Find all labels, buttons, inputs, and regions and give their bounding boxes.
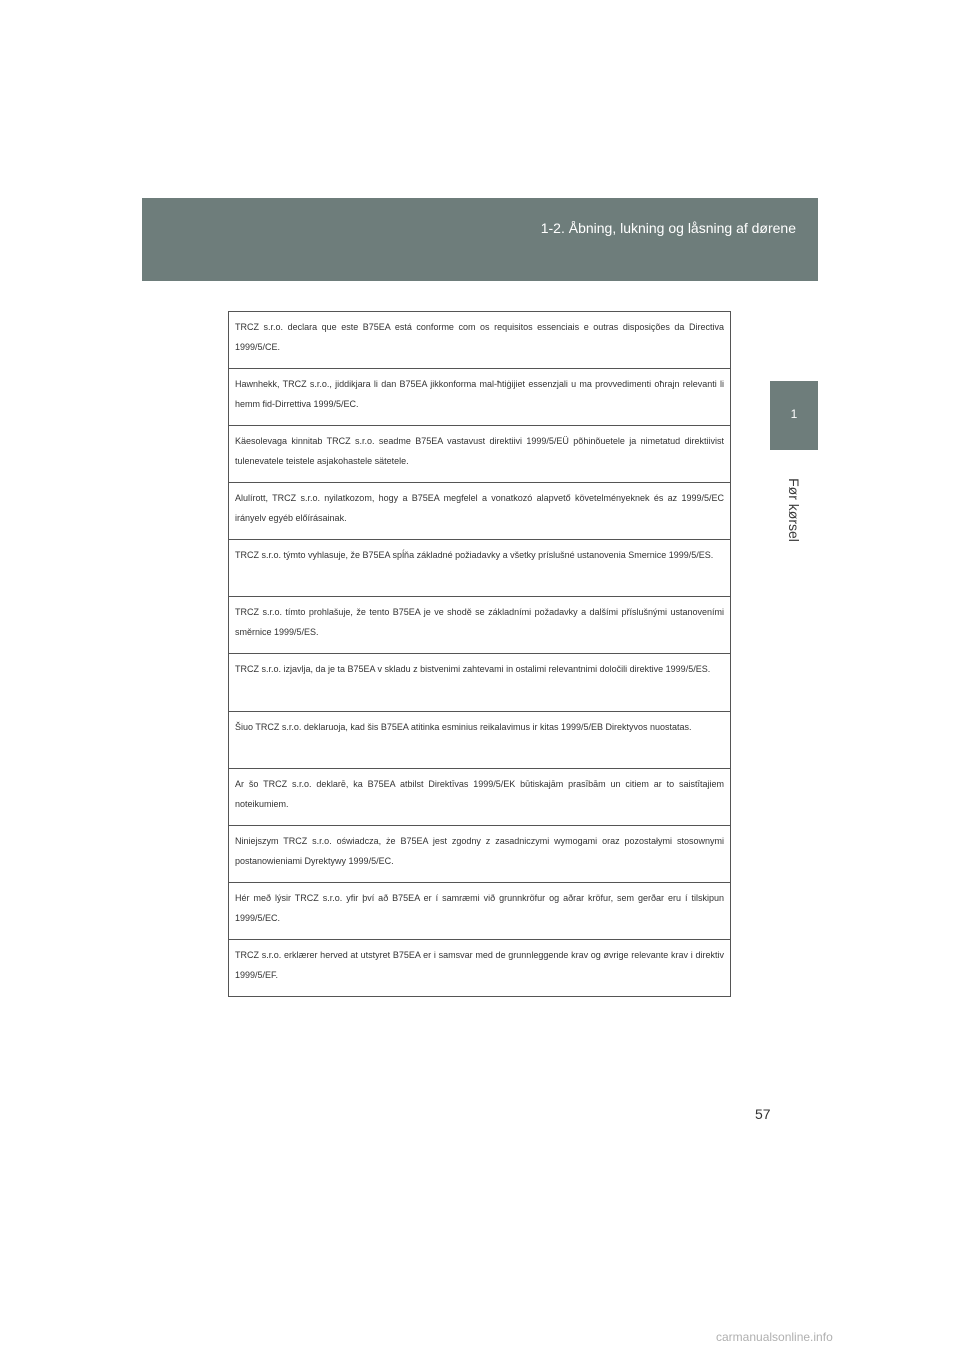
declaration-row-hu xyxy=(229,483,730,540)
declaration-row-no xyxy=(229,940,730,996)
declaration-text: Hér með lýsir TRCZ s.r.o. yfir því að B75EA er í samræmi við grunnkröfur og aðrar kröfur, sem gerðar eru í tilskipun 1999/5/EC. xyxy=(235,892,724,923)
declaration-text: Käesolevaga kinnitab TRCZ s.r.o. seadme B75EA vastavust direktiivi 1999/5/EÜ põhinõuetele ja nimetatud direktiivist tulenevatele teistele asjakohastele sätetele. xyxy=(235,436,724,467)
declaration-text: TRCZ s.r.o. tímto prohlašuje, že tento B75EA je ve shodě se základními požadavky a dalšími příslušnými ustanoveními směrnice 1999/5/ES. xyxy=(235,607,724,638)
chapter-number: 1 xyxy=(790,407,798,421)
declaration-row-lv xyxy=(229,769,730,826)
chapter-tab xyxy=(770,381,818,450)
declaration-text: TRCZ s.r.o. izjavlja, da je ta B75EA v skladu z bistvenimi zahtevami in ostalimi relevantnimi določili direktive 1999/5/ES. xyxy=(235,664,711,675)
declaration-text: TRCZ s.r.o. erklærer herved at utstyret B75EA er i samsvar med de grunnleggende krav og øvrige relevante krav i direktiv 1999/5/EF. xyxy=(235,949,724,980)
declaration-text: Alulírott, TRCZ s.r.o. nyilatkozom, hogy a B75EA megfelel a vonatkozó alapvető követelményeknek és az 1999/5/EC irányelv egyéb előírásainak. xyxy=(235,493,724,524)
declaration-row-et xyxy=(229,426,730,483)
chapter-title: 1-2. Åbning, lukning og låsning af dørene xyxy=(540,220,796,236)
declaration-row-mt xyxy=(229,369,730,426)
declaration-row-lt xyxy=(229,712,730,769)
declaration-text: TRCZ s.r.o. declara que este B75EA está conforme com os requisitos essenciais e outras disposições da Directiva 1999/5/CE. xyxy=(235,322,724,352)
declaration-text: Hawnhekk, TRCZ s.r.o., jiddikjara li dan B75EA jikkonforma mal-ħtiġijiet essenzjali u ma provvedimenti oħrajn relevanti li hemm fid-Dirrettiva 1999/5/EC. xyxy=(235,379,724,410)
declaration-text: Niniejszym TRCZ s.r.o. oświadcza, że B75EA jest zgodny z zasadniczymi wymogami oraz pozostałymi stosownymi postanowieniami Dyrektywy 1999/5/EC. xyxy=(235,835,724,866)
chapter-header xyxy=(142,198,818,281)
declaration-row-sk xyxy=(229,540,730,597)
chapter-side-label: Før kørsel xyxy=(786,478,802,542)
declaration-row-sl xyxy=(229,654,730,711)
declaration-row-pt xyxy=(229,312,730,369)
declaration-text: Šiuo TRCZ s.r.o. deklaruoja, kad šis B75EA atitinka esminius reikalavimus ir kitas 1999/5/EB Direktyvos nuostatas. xyxy=(235,721,692,732)
watermark: carmanualsonline.info xyxy=(716,1330,833,1344)
page-number: 57 xyxy=(755,1106,771,1122)
declaration-row-cs xyxy=(229,597,730,654)
declarations-table xyxy=(228,311,731,997)
declaration-text: Ar šo TRCZ s.r.o. deklarē, ka B75EA atbilst Direktīvas 1999/5/EK būtiskajām prasībām un citiem ar to saistītajiem noteikumiem. xyxy=(235,778,724,809)
declaration-row-pl xyxy=(229,826,730,883)
declaration-row-is xyxy=(229,883,730,940)
declaration-text: TRCZ s.r.o. týmto vyhlasuje, že B75EA spĺňa základné požiadavky a všetky príslušné ustanovenia Smernice 1999/5/ES. xyxy=(235,550,714,561)
